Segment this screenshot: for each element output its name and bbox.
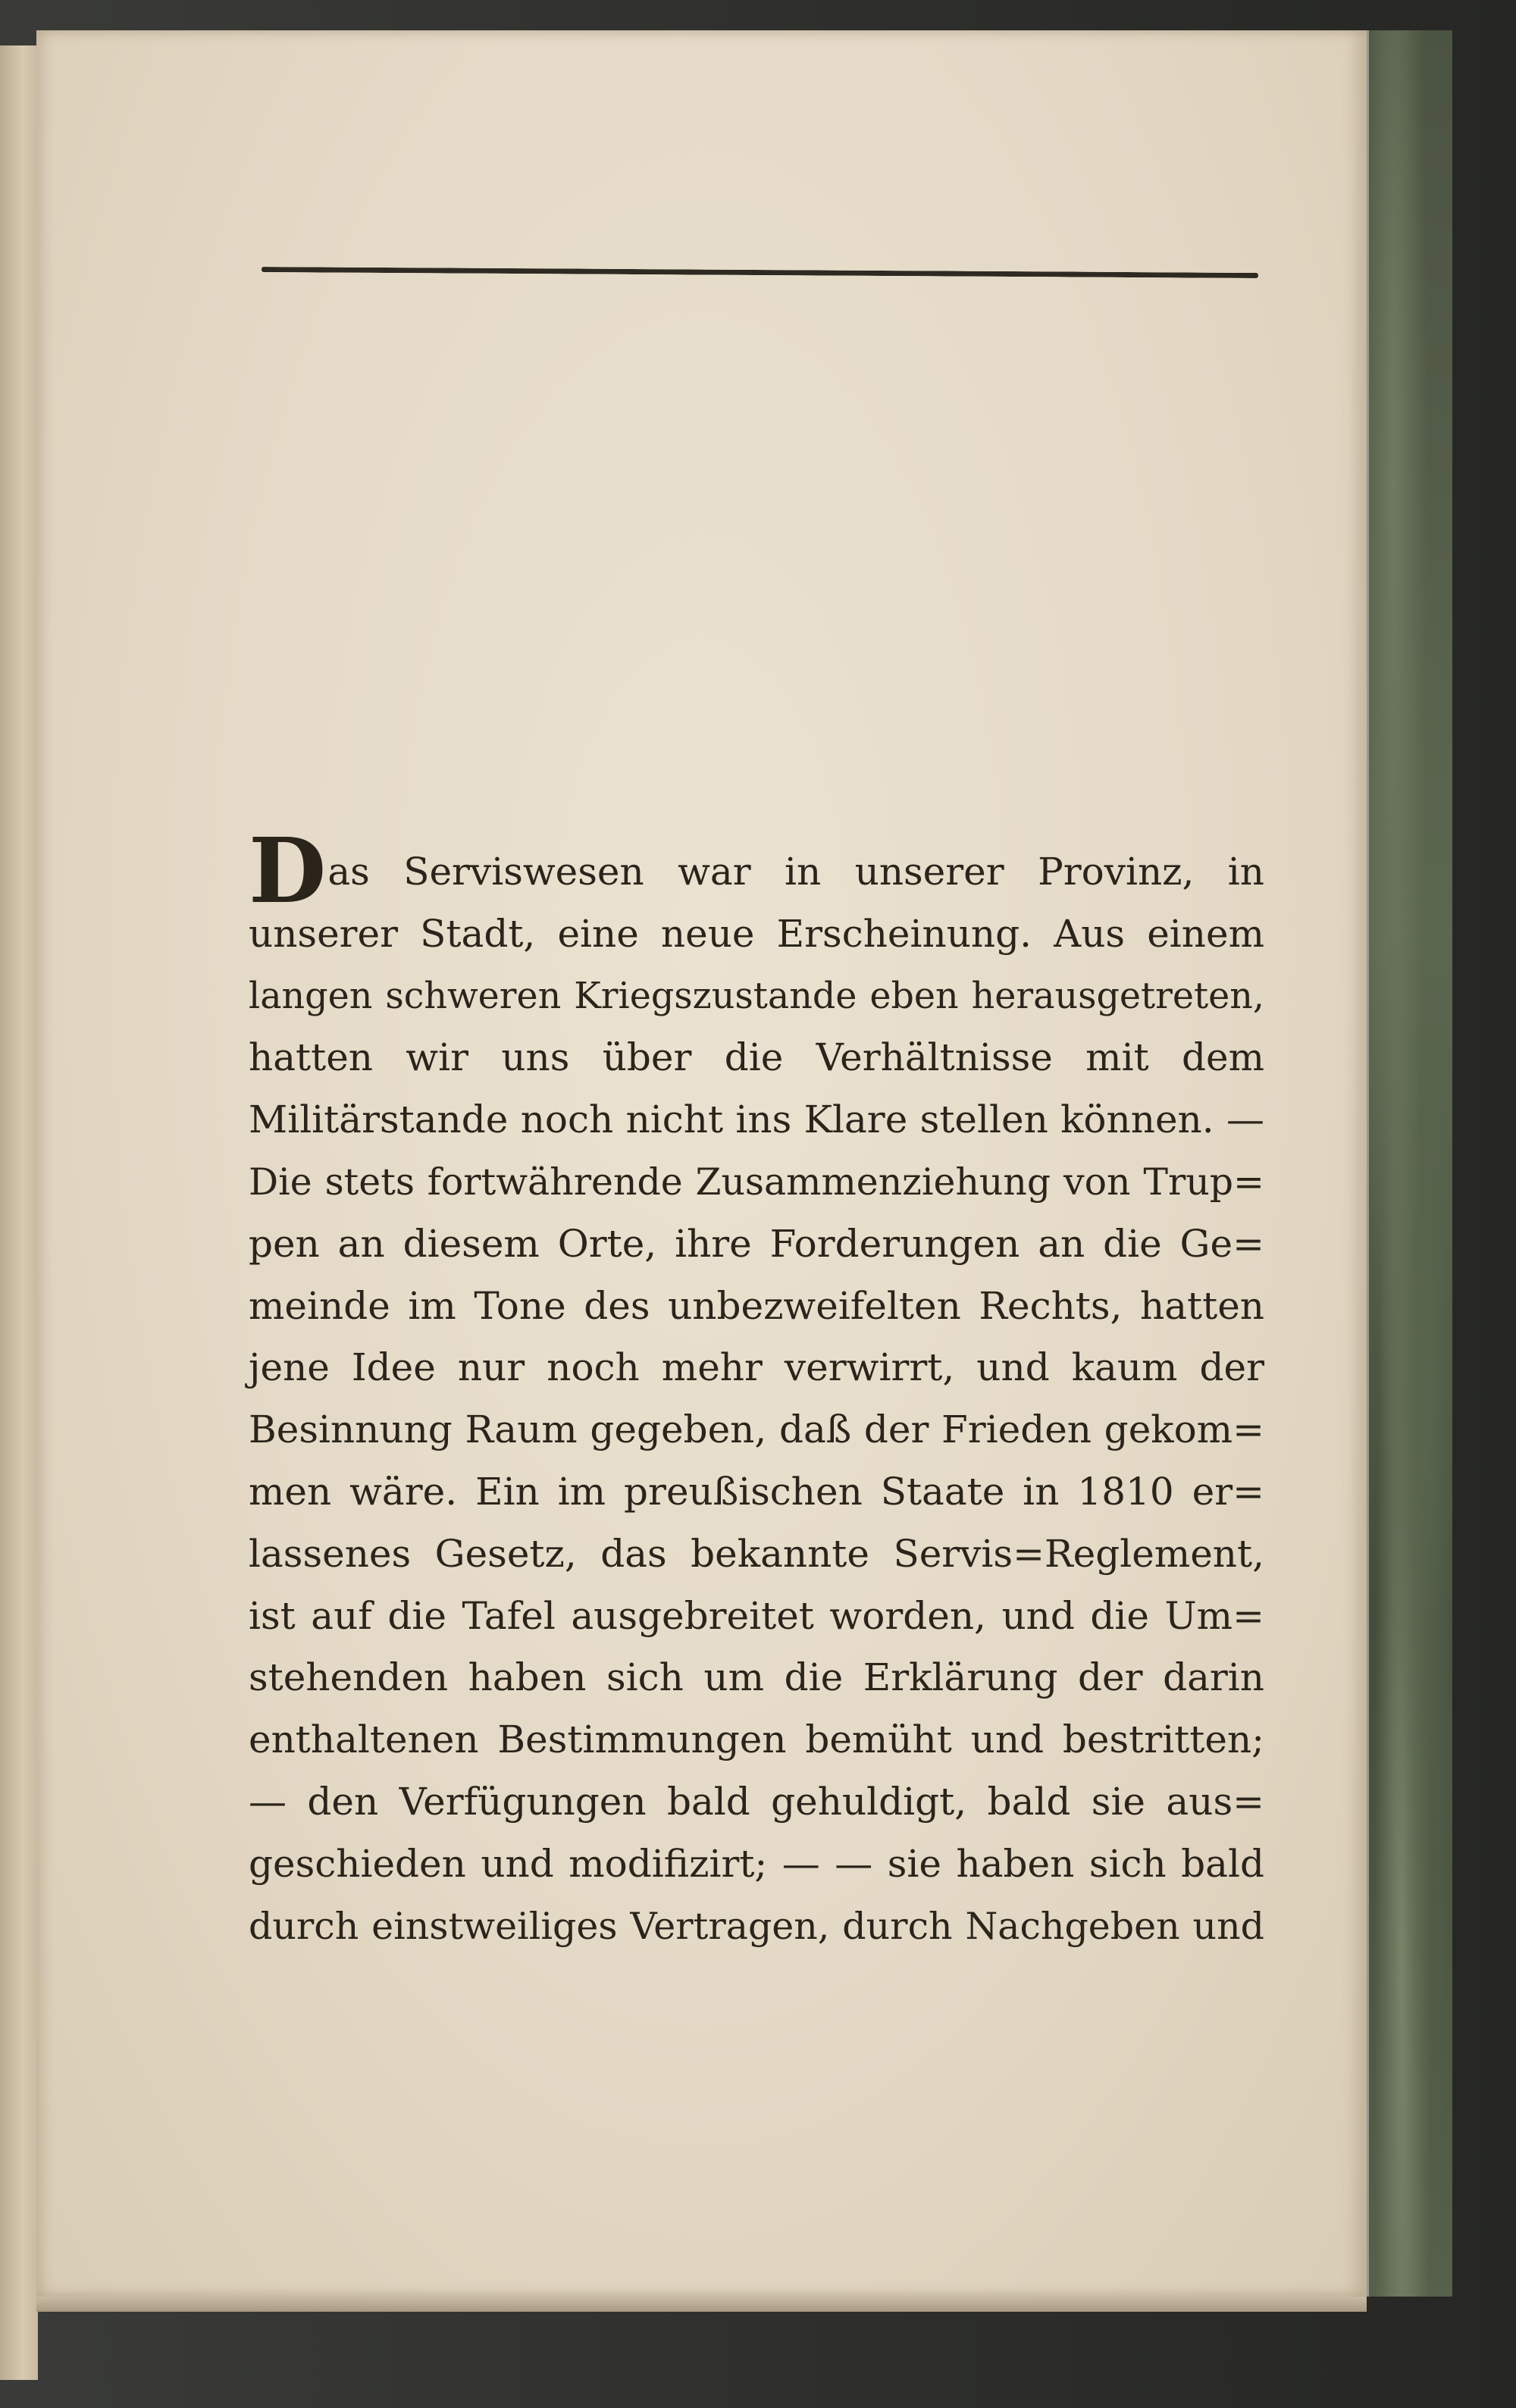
text-line: langen schweren Kriegszustande eben herausgetreten, bbox=[249, 975, 1264, 1017]
text-line: hatten wir uns über die Verhältnisse mit dem bbox=[249, 1035, 1264, 1080]
text-line: stehenden haben sich um die Erklärung der darin bbox=[249, 1655, 1264, 1700]
text-line: meinde im Tone des unbezweifelten Rechts, hatten bbox=[249, 1283, 1264, 1328]
text-line: Besinnung Raum gegeben, daß der Frieden gekom= bbox=[249, 1408, 1264, 1452]
text-line: durch einstweiliges Vertragen, durch Nachgeben und bbox=[249, 1904, 1264, 1948]
book-spine-edge bbox=[0, 45, 38, 2380]
page-edge-bottom bbox=[36, 2297, 1367, 2312]
text-line: geschieden und modifizirt; — — sie haben sich bald bbox=[249, 1841, 1264, 1886]
text-line: Militärstande noch nicht ins Klare stellen können. — bbox=[249, 1098, 1264, 1142]
body-text bbox=[249, 818, 1264, 1957]
text-line: — den Verfügungen bald gehuldigt, bald sie aus= bbox=[249, 1779, 1264, 1824]
text-line: ist auf die Tafel ausgebreitet worden, und die Um= bbox=[249, 1593, 1264, 1638]
text-line: men wäre. Ein im preußischen Staate in 1810 er= bbox=[249, 1469, 1264, 1514]
text-line: lassenes Gesetz, das bekannte Servis=Reglement, bbox=[249, 1531, 1264, 1576]
text-line: pen an diesem Orte, ihre Forderungen an die Ge= bbox=[249, 1221, 1264, 1266]
text-line: enthaltenen Bestimmungen bemüht und bestritten; bbox=[249, 1718, 1264, 1762]
text-line: jene Idee nur noch mehr verwirrt, und kaum der bbox=[249, 1345, 1264, 1390]
drop-cap: D bbox=[249, 818, 327, 923]
text-line: Das Serviswesen war in unserer Provinz, in bbox=[249, 818, 1264, 923]
marbled-book-cover bbox=[1364, 30, 1452, 2297]
text-line: unserer Stadt, eine neue Erscheinung. Aus einem bbox=[249, 911, 1264, 956]
text-line: Die stets fortwährende Zusammenziehung von Trup= bbox=[249, 1160, 1264, 1204]
